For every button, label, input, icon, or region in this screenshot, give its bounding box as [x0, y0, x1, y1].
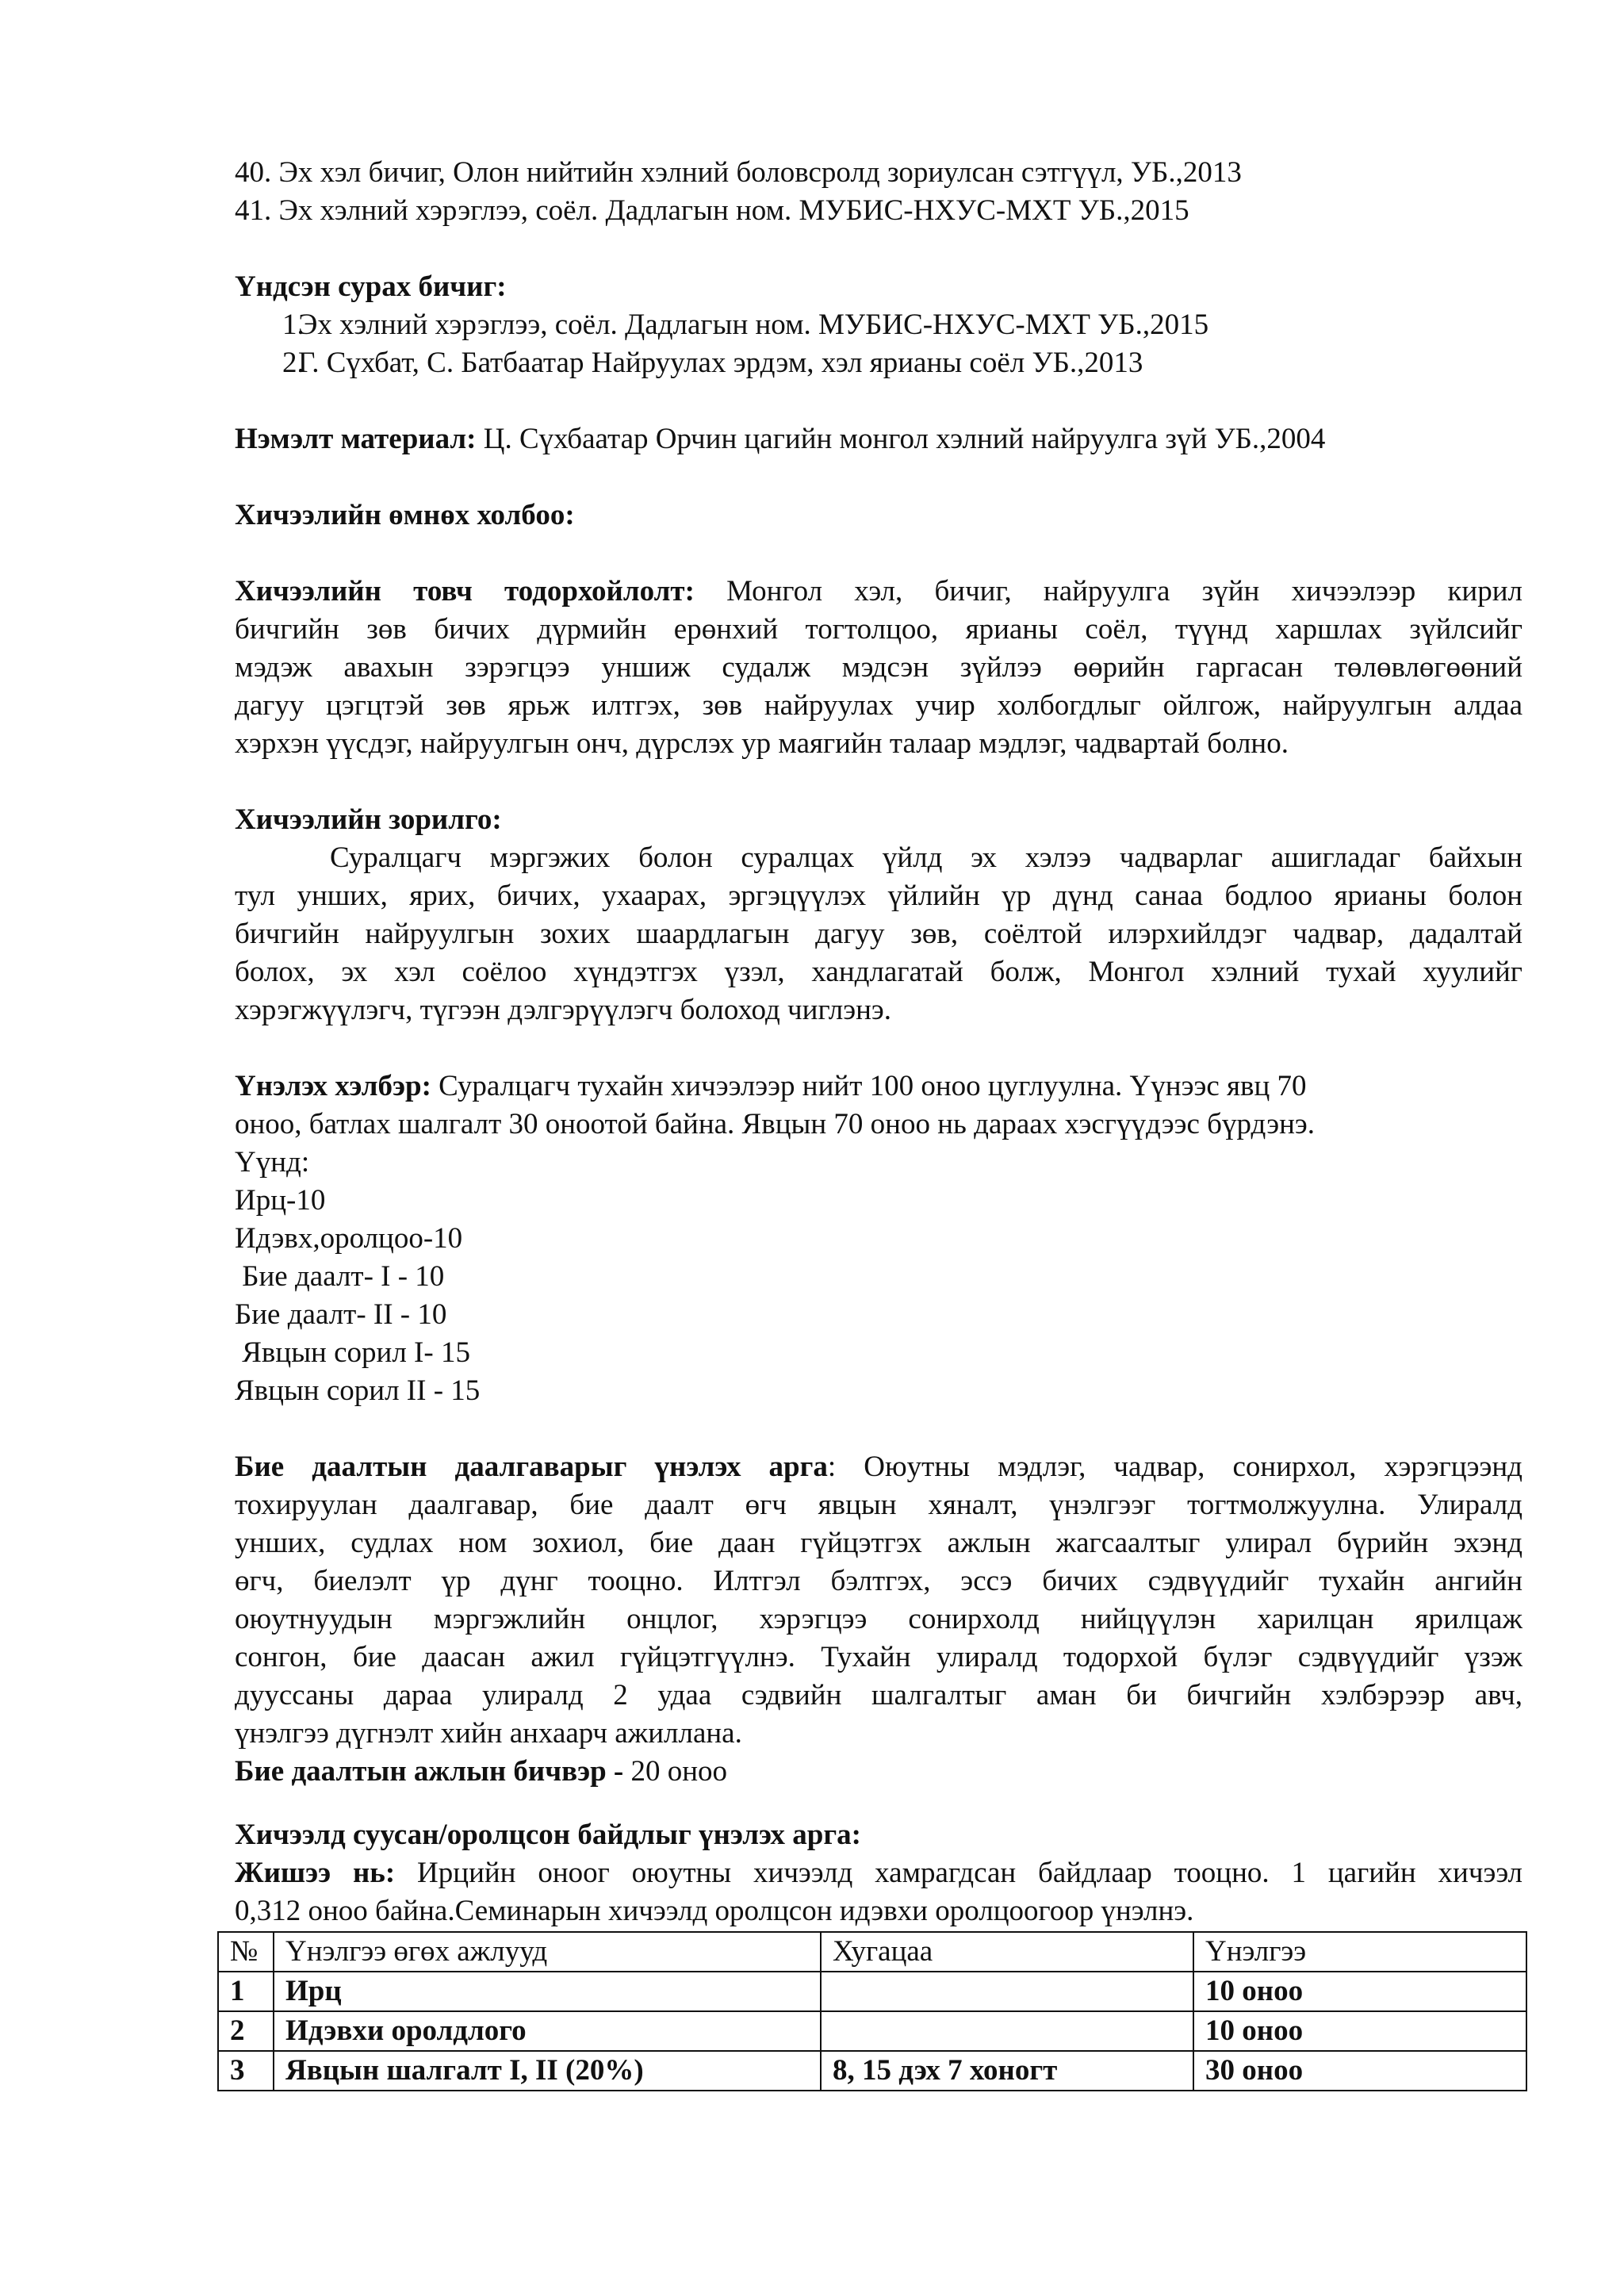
assessment-item: Явцын сорил II - 15: [235, 1374, 481, 1407]
column-header: Үнэлгээ өгөх ажлууд: [274, 1932, 821, 1972]
writing-value: 20 оноо: [623, 1755, 728, 1788]
table-cell: 3: [218, 2051, 274, 2091]
table-cell: Идэвхи оролдлого: [274, 2011, 821, 2051]
table-cell: [821, 2011, 1193, 2051]
prereq-section: [235, 496, 1522, 535]
textbook-item: 1. Эх хэлний хэрэглээ, соёл. Дадлагын ном. МУБИС-НХУС-МХТ УБ.,2015: [282, 309, 1209, 341]
assessment-item: Явцын сорил I- 15: [235, 1336, 470, 1369]
writing-label: Бие даалтын ажлын бичвэр -: [235, 1755, 624, 1788]
table-cell: 30 оноо: [1193, 2051, 1526, 2091]
column-header: Хугацаа: [821, 1932, 1193, 1972]
main-textbook-heading: Үндсэн сурах бичиг:: [235, 270, 507, 303]
assessment-item: Ирц-10: [235, 1184, 326, 1217]
textbook-item: 2. Г. Сүхбат, С. Батбаатар Найруулах эрдэм, хэл ярианы соёл УБ.,2013: [282, 347, 1143, 379]
assessment-item: Идэвх,оролцоо-10: [235, 1222, 463, 1255]
reference-item: 40. Эх хэл бичиг, Олон нийтийн хэлний боловсролд зориулсан сэтгүүл, УБ.,2013: [235, 156, 1242, 189]
additional-material-label: Нэмэлт материал:: [235, 423, 477, 455]
reference-list: [235, 154, 1522, 230]
prereq-heading: Хичээлийн өмнөх холбоо:: [235, 499, 575, 531]
grading-table: [217, 1931, 1527, 2091]
assessment-item: Үүнд:: [235, 1146, 310, 1179]
goal-section: Хичээлийн зорилго: Суралцагч мэргэжих болон суралцах үйлд эх хэлээ чадварлаг ашигладаг байхын тул унших, ярих, бичих, ухаарах, эргэцүүлэх үйлийн үр дүнд санаа бодлоо ярианы болон бичгийн найруулгын зохих шаардлагын дагуу зөв, соёлтой илэрхийлдэг чадвар, дадалтай болох, эх хэл соёлоо хүндэтгэх үзэл, хандлагатай болж, Монгол хэлний тухай хуулийг хэрэгжүүлэгч, түгээн дэлгэрүүлэгч болоход чиглэнэ.: [235, 803, 1522, 1026]
goal-heading: Хичээлийн зорилго:: [235, 803, 502, 836]
table-cell: 10 оноо: [1193, 2011, 1526, 2051]
table-cell: 1: [218, 1972, 274, 2011]
table-row: [218, 2051, 1526, 2091]
table-cell: Явцын шалгалт I, II (20%): [274, 2051, 821, 2091]
summary-label: Хичээлийн товч тодорхойлолт:: [235, 575, 695, 608]
reference-item: 41. Эх хэлний хэрэглээ, соёл. Дадлагын ном. МУБИС-НХУС-МХТ УБ.,2015: [235, 194, 1189, 227]
assessment-item: Бие даалт- II - 10: [235, 1298, 447, 1331]
main-textbook-section: [235, 268, 1522, 382]
table-cell: 8, 15 дэх 7 хоногт: [821, 2051, 1193, 2091]
attendance-section: Хичээлд суусан/оролцсон байдлыг үнэлэх арга: Жишээ нь: Ирцийн оноог оюутны хичээлд хамрагдсан байдлаар тооцно. 1 цагийн хичээл 0,312 оноо байна.Семинарын хичээлд оролцсон идэвхи оролцоогоор үнэлнэ.: [235, 1819, 1522, 1927]
additional-material-text: Ц. Сүхбаатар Орчин цагийн монгол хэлний найруулга зүй УБ.,2004: [476, 423, 1326, 455]
column-header: Үнэлгээ: [1193, 1932, 1526, 1972]
independent-work-section: Бие даалтын даалгаварыг үнэлэх арга: Оюутны мэдлэг, чадвар, сонирхол, хэрэгцээнд тохируулан даалгавар, бие даалт өгч явцын хяналт, үнэлгээг тогтмолжуулна. Улиралд унших, судлах ном зохиол, бие даан гүйцэтгэх ажлын жагсаалтыг улирал бүрийн эхэнд өгч, биелэлт үр дүнг тооцно. Илтгэл бэлтгэх, эссэ бичих сэдвүүдийг тухайн ангийн оюутнуудын мэргэжлийн онцлог, хэрэгцээ сонирхолд нийцүүлэн харилцан ярилцаж сонгон, бие даасан ажил гүйцэтгүүлнэ. Тухайн улиралд тодорхой бүлэг сэдвүүдийг үзэж дууссаны дараа улиралд 2 удаа сэдвийн шалгалтыг аман би бичгийн хэлбэрээр авч, үнэлгээ дүгнэлт хийн анхаарч ажиллана. Бие даалтын ажлын бичвэр - 20 оноо: [235, 1451, 1522, 1788]
table-cell: 10 оноо: [1193, 1972, 1526, 2011]
attendance-heading: Хичээлд суусан/оролцсон байдлыг үнэлэх арга:: [235, 1819, 861, 1851]
table-row: [218, 1972, 1526, 2011]
table-header-row: [218, 1932, 1526, 1972]
summary-section: Хичээлийн товч тодорхойлолт: Монгол хэл, бичиг, найруулга зүйн хичээлээр кирил бичгийн зөв бичих дүрмийн ерөнхий тогтолцоо, ярианы соёл, түүнд харшлах зүйлсийг мэдэж авахын зэрэгцээ уншиж судалж мэдсэн зүйлээ өөрийн гаргасан төлөвлөгөөний дагуу цэгцтэй зөв ярьж илтгэх, зөв найруулах учир холбогдлыг ойлгож, найруулгын алдаа хэрхэн үүсдэг, найруулгын онч, дүрслэх ур маягийн талаар мэдлэг, чадвартай болно.: [235, 575, 1522, 760]
table-cell: Ирц: [274, 1972, 821, 2011]
table-row: [218, 2011, 1526, 2051]
assessment-section: Үнэлэх хэлбэр: Суралцагч тухайн хичээлээр нийт 100 оноо цуглуулна. Үүнээс явц 70 оноо, батлах шалгалт 30 оноотой байна. Явцын 70 оноо нь дараах хэсгүүдээс бүрдэнэ. Үүнд: Ирц-10 Идэвх,оролцоо-10 Бие даалт- I - 10 Бие даалт- II - 10 Явцын сорил I- 15 Явцын сорил II - 15: [235, 1068, 1522, 1410]
additional-material: [235, 420, 1522, 458]
column-header: №: [218, 1932, 274, 1972]
assessment-label: Үнэлэх хэлбэр:: [235, 1070, 431, 1102]
example-label: Жишээ нь:: [235, 1857, 396, 1889]
table-cell: 2: [218, 2011, 274, 2051]
table-cell: [821, 1972, 1193, 2011]
assessment-item: Бие даалт- I - 10: [235, 1260, 445, 1293]
independent-work-label: Бие даалтын даалгаварыг үнэлэх арга: [235, 1451, 828, 1483]
